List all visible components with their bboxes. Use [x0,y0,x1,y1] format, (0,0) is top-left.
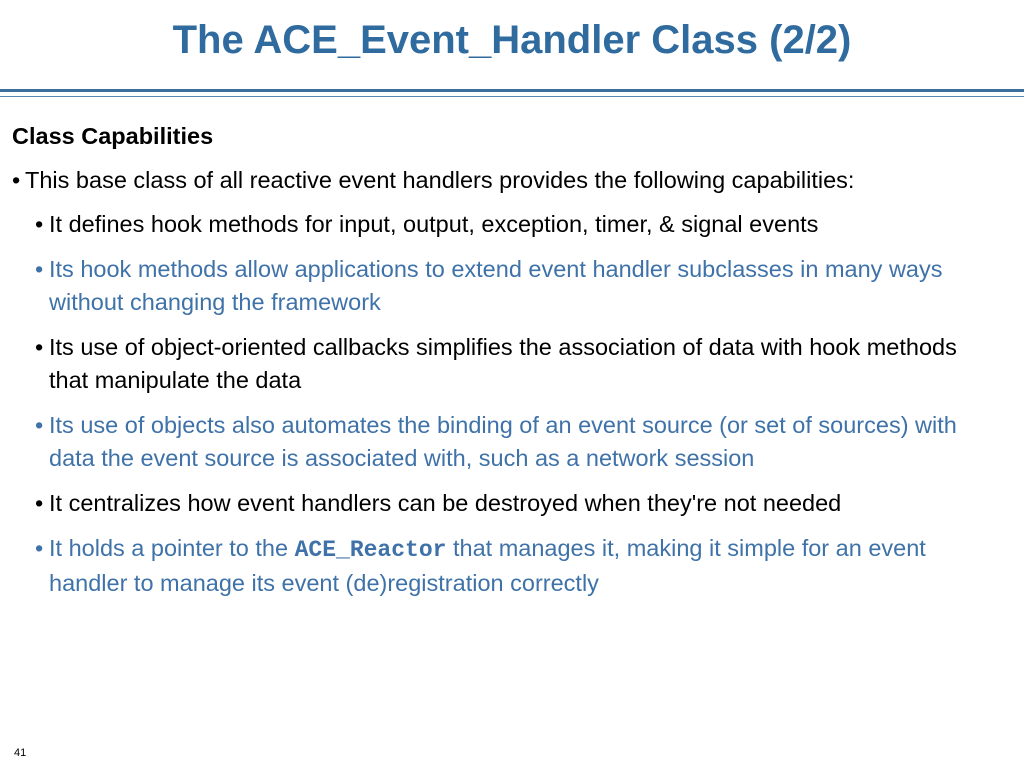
title-divider [0,89,1024,92]
slide-body [12,120,1002,612]
bullet-marker: • [35,490,44,516]
list-item [35,331,1002,397]
page-number: 41 [14,747,27,759]
bullet-marker: • [35,334,44,360]
list-item-text-before: It holds a pointer to the [49,535,295,561]
title-divider-thin [0,96,1024,97]
list-item-text: Its hook methods allow applications to extend event handler subclasses in many ways without changing the framework [49,256,943,315]
intro-bullet [12,164,1002,197]
bullet-marker: • [35,535,44,561]
code-class-name: ACE_Reactor [294,537,447,563]
list-item-text: It centralizes how event handlers can be destroyed when they're not needed [49,490,842,516]
list-item [35,208,1002,241]
list-item-text-after: that manages it, making it simple for an event handler to manage its event (de)registration correctly [49,535,926,596]
list-item [35,487,1002,520]
list-item [35,253,1002,319]
slide-title: The ACE_Event_Handler Class (2/2) [172,18,852,62]
bullet-marker: • [35,256,44,282]
list-item-text: It defines hook methods for input, output, exception, timer, & signal events [49,211,819,237]
bullet-marker: • [35,412,44,438]
list-item-text: Its use of object-oriented callbacks simplifies the association of data with hook methods that manipulate the data [49,334,957,393]
bullet-marker: • [35,211,44,237]
list-item [35,409,1002,475]
bullet-marker: • [12,167,21,193]
section-heading: Class Capabilities [12,123,214,149]
intro-text: This base class of all reactive event handlers provides the following capabilities: [25,167,855,193]
list-item [35,532,1002,600]
list-item-text: Its use of objects also automates the binding of an event source (or set of sources) with data the event source is associated with, such as a network session [49,412,957,471]
